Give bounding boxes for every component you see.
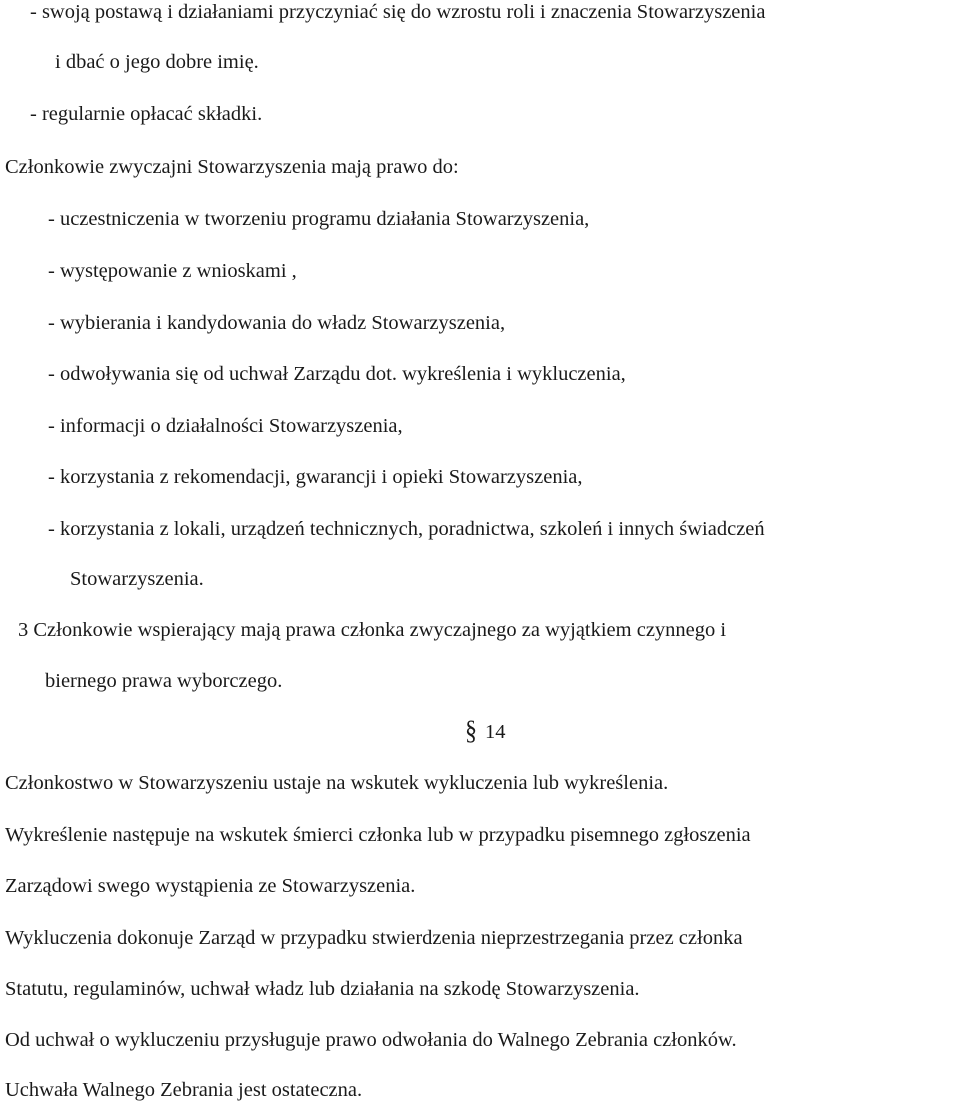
rights-item: - występowanie z wnioskami , — [48, 260, 297, 282]
rights-item-continuation: Stowarzyszenia. — [70, 568, 204, 590]
duty-item-1-line-1: - swoją postawą i działaniami przyczyniać się do wzrostu roli i znaczenia Stowarzyszenia — [30, 1, 766, 23]
section-sign: § — [465, 715, 477, 746]
duty-item-2: - regularnie opłacać składki. — [30, 103, 263, 125]
section-14-line: Wykluczenia dokonuje Zarząd w przypadku stwierdzenia nieprzestrzegania przez członka — [5, 927, 743, 949]
section-14-line: Od uchwał o wykluczeniu przysługuje prawo odwołania do Walnego Zebrania członków. — [5, 1029, 737, 1051]
section-14-line: Zarządowi swego wystąpienia ze Stowarzyszenia. — [5, 875, 416, 897]
section-14-line: Statutu, regulaminów, uchwał władz lub działania na szkodę Stowarzyszenia. — [5, 978, 640, 1000]
point-3-line-2: biernego prawa wyborczego. — [45, 670, 283, 692]
rights-item: - korzystania z lokali, urządzeń technicznych, poradnictwa, szkoleń i innych świadczeń — [48, 518, 765, 540]
section-14-line: Wykreślenie następuje na wskutek śmierci członka lub w przypadku pisemnego zgłoszenia — [5, 824, 751, 846]
rights-item: - wybierania i kandydowania do władz Stowarzyszenia, — [48, 312, 506, 334]
point-3-line-1: 3 Członkowie wspierający mają prawa członka zwyczajnego za wyjątkiem czynnego i — [18, 619, 727, 641]
section-14-line: Członkostwo w Stowarzyszeniu ustaje na wskutek wykluczenia lub wykreślenia. — [5, 772, 669, 794]
rights-intro: Członkowie zwyczajni Stowarzyszenia mają prawo do: — [5, 156, 459, 178]
rights-item: - informacji o działalności Stowarzyszenia, — [48, 415, 403, 437]
duty-item-1-line-2: i dbać o jego dobre imię. — [55, 51, 259, 73]
rights-item: - odwoływania się od uchwał Zarządu dot. wykreślenia i wykluczenia, — [48, 363, 626, 385]
section-14-line: Uchwała Walnego Zebrania jest ostateczna. — [5, 1079, 363, 1101]
rights-item: - uczestniczenia w tworzeniu programu działania Stowarzyszenia, — [48, 208, 590, 230]
rights-item: - korzystania z rekomendacji, gwarancji i opieki Stowarzyszenia, — [48, 466, 583, 488]
section-number: 14 — [485, 721, 506, 743]
